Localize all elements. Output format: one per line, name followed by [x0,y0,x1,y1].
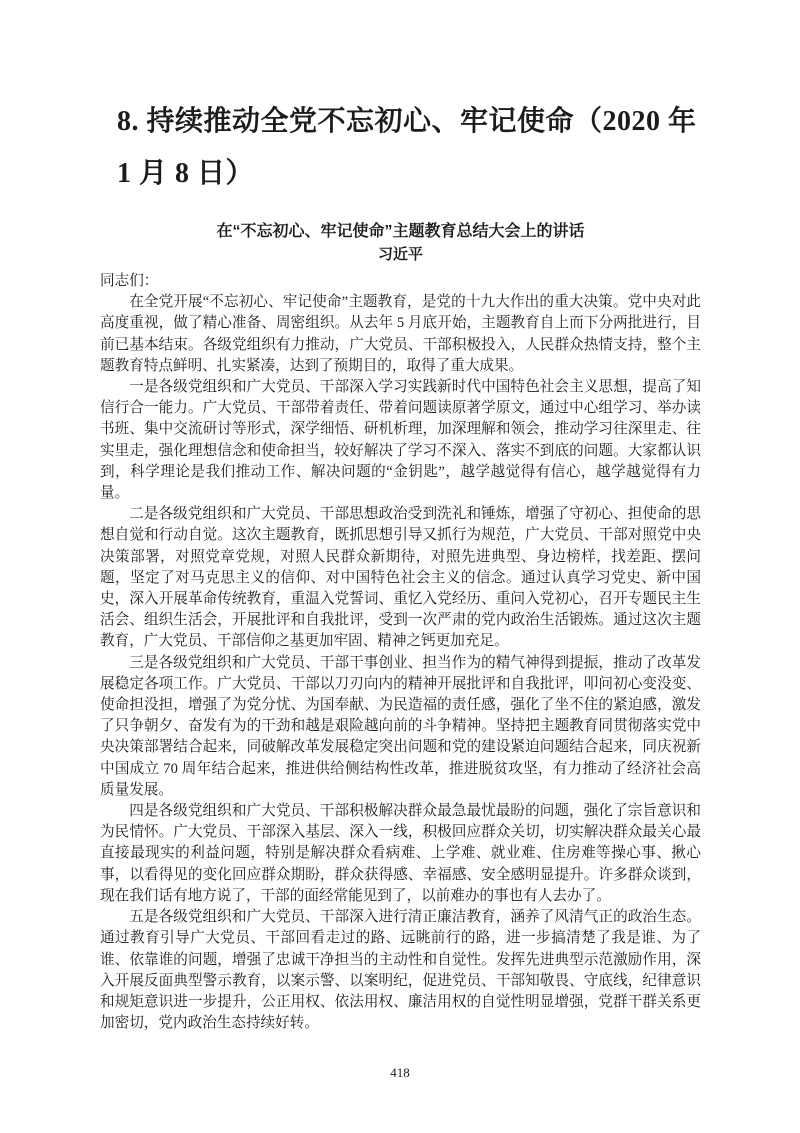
body-paragraph: 三是各级党组织和广大党员、干部干事创业、担当作为的精气神得到提振，推动了改革发展稳定各项工作。广大党员、干部以刀刃向内的精神开展批评和自我批评，叩问初心变没变、使命担没担，增强了为党分忧、为国奉献、为民造福的责任感，强化了坐不住的紧迫感，激发了只争朝夕、奋发有为的干劲和越是艰险越向前的斗争精神。坚持把主题教育同贯彻落实党中央决策部署结合起来，同破解改革发展稳定突出问题和党的建设紧迫问题结合起来，同庆祝新中国成立 70 周年结合起来，推进供给侧结构性改革，推进脱贫攻坚，有力推动了经济社会高质量发展。 [100,654,701,798]
body-paragraph: 一是各级党组织和广大党员、干部深入学习实践新时代中国特色社会主义思想，提高了知信行合一能力。广大党员、干部带着责任、带着问题读原著学原文，通过中心组学习、举办读书班、集中交流研讨等形式，深学细悟、研机析理，加深理解和领会，推动学习往深里走、往实里走，强化理想信念和使命担当，较好解决了学习不深入、落实不到底的问题。大家都认识到，科学理论是我们推动工作、解决问题的“金钥匙”，越学越觉得有信心，越学越觉得有力量。 [100,379,701,502]
body-paragraph: 在全党开展“不忘初心、牢记使命”主题教育，是党的十九大作出的重大决策。党中央对此高度重视，做了精心准备、周密组织。从去年 5 月底开始，主题教育自上而下分两批进行，目前已基本结束。各级党组织有力推动，广大党员、干部积极投入，人民群众热情支持，整个主题教育特点鲜明、扎实紧凑，达到了预期目的，取得了重大成果。 [100,294,701,374]
document-content [100,96,701,1034]
salutation: 同志们： [100,273,159,289]
speech-title: 在“不忘初心、牢记使命”主题教育总结大会上的讲话 [216,223,585,240]
body-paragraph: 二是各级党组织和广大党员、干部思想政治受到洗礼和锤炼，增强了守初心、担使命的思想自觉和行动自觉。这次主题教育，既抓思想引导又抓行为规范，广大党员、干部对照党中央决策部署，对照党章党规，对照人民群众新期待，对照先进典型、身边榜样，找差距、摆问题，坚定了对马克思主义的信仰、对中国特色社会主义的信念。通过认真学习党史、新中国史，深入开展革命传统教育，重温入党誓词、重忆入党经历、重问入党初心，召开专题民主生活会、组织生活会，开展批评和自我批评，受到一次严肃的党内政治生活锻炼。通过这次主题教育，广大党员、干部信仰之基更加牢固、精神之钙更加充足。 [100,506,701,650]
body-paragraph: 四是各级党组织和广大党员、干部积极解决群众最急最忧最盼的问题，强化了宗旨意识和为民情怀。广大党员、干部深入基层、深入一线，积极回应群众关切，切实解决群众最关心最直接最现实的利益问题，特别是解决群众看病难、上学难、就业难、住房难等操心事、揪心事，以看得见的变化回应群众期盼，群众获得感、幸福感、安全感明显提升。许多群众谈到，现在我们话有地方说了，干部的面经常能见到了，以前难办的事也有人去办了。 [100,803,701,904]
body-paragraph: 五是各级党组织和广大党员、干部深入进行清正廉洁教育，涵养了风清气正的政治生态。通过教育引导广大党员、干部回看走过的路、远眺前行的路，进一步搞清楚了我是谁、为了谁、依靠谁的问题，增强了忠诚干净担当的主动性和自觉性。发挥先进典型示范激励作用，深入开展反面典型警示教育，以案示警、以案明纪，促进党员、干部知敬畏、守底线，纪律意识和规矩意识进一步提升，公正用权、依法用权、廉洁用权的自觉性明显增强，党群干群关系更加密切，党内政治生态持续好转。 [100,909,701,1032]
document-title: 8. 持续推动全党不忘初心、牢记使命（2020 年 1 月 8 日） [117,106,697,189]
speech-author: 习近平 [377,246,423,263]
page-number: 418 [390,1065,410,1080]
speech-body [100,271,701,1034]
